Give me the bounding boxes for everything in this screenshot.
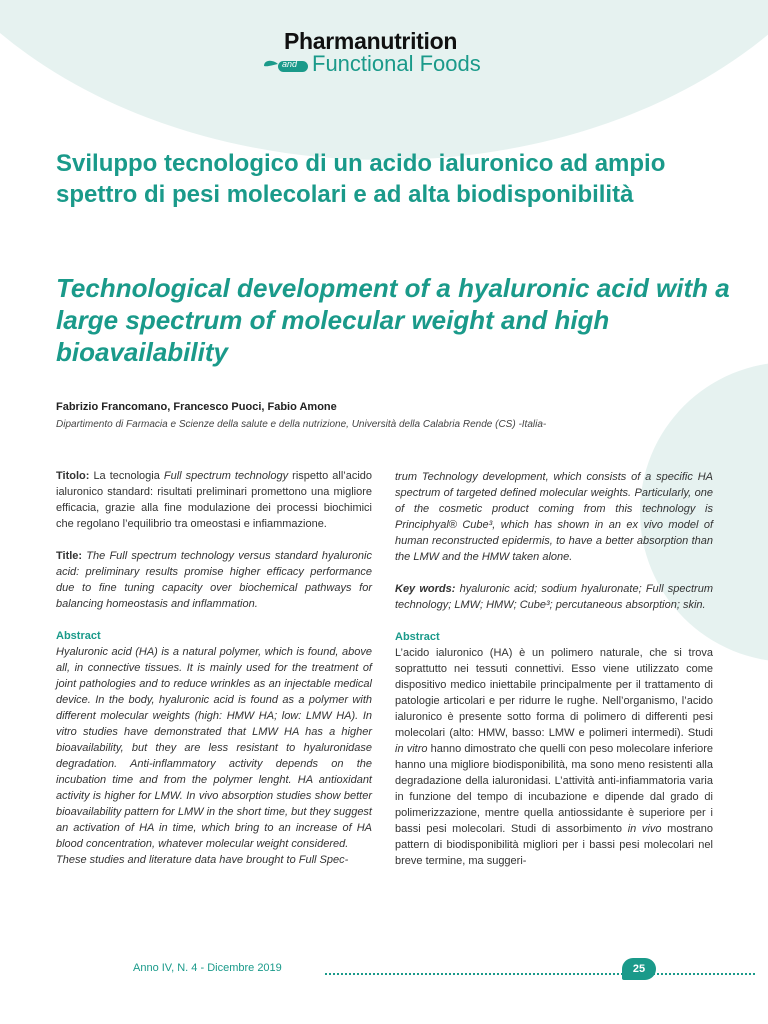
keywords-paragraph: [395, 581, 713, 613]
abstract-heading-en: Abstract: [56, 630, 101, 642]
page-number-badge: 25: [622, 958, 656, 980]
title-italian: Sviluppo tecnologico di un acido ialuronico ad ampio spettro di pesi molecolari e ad alta biodisponibilità: [56, 150, 666, 208]
title-english: Technological development of a hyaluronic acid with a large spectrum of molecular weight and high bioavailability: [56, 273, 730, 367]
abstract-it-italic-2: in vivo: [627, 823, 662, 835]
titolo-text-3: rispetto all’acido ialuronico standard: risultati preliminari promettono una migliore efficacia, grazie alla fine modulazione dei processi biochimici che regolano l’equilibrio tra omeostasi e infiammazione.: [56, 470, 373, 530]
header-background-shape: [0, 0, 768, 160]
abstract-text-en: Hyaluronic acid (HA) is a natural polymer, which is found, above all, in connective tissues. It is mainly used for the treatment of joint pathologies and to reduce wrinkles as an injectable medical device. In the body, hyaluronic acid is found as a polymer with different molecular weights (high: HMW HA; low: LMW HA). In vitro studies have demonstrated that LMW HA has a higher bioavailability, but they are less resistant to hyaluronidase degradation. Anti-inflammatory activity depends on the incubation time and from the polymer lenght. HA antioxidant activity is higher for LMW. In vivo absorption studies show better bioavailability pattern for LMW in the short time, but they suggest an activation of HA in time, which bring to an increase of HA blood concentration, whatever molecular weight considered.: [56, 646, 372, 850]
abstract-heading-it: Abstract: [395, 631, 440, 643]
authors: Fabrizio Francomano, Francesco Puoci, Fabio Amone: [56, 401, 337, 413]
abstract-it-italic-1: in vitro: [395, 743, 428, 755]
abstract-last-line: These studies and literature data have brought to Full Spec-: [56, 854, 349, 866]
footer-dotted-rule: [325, 973, 755, 975]
abstract-it-part-1: L’acido ialuronico (HA) è un polimero naturale, che si trova soprattutto nei tessuti connettivi. Esso viene utilizzato come dispositivo medico iniettabile principalmente per il trattamento di patologie articolari e per ridurre le rughe. Nell’organismo, l’acido ialuronico è presente sotto forma di polimero di differenti pesi molecolari (alto: HMW, basso: LMW e polimeri intermedi). Studi: [395, 647, 713, 739]
keywords-text: hyaluronic acid; sodium hyaluronate; Full spectrum technology; LMW; HMW; Cube³; percutaneous absorption; skin.: [395, 583, 713, 611]
titolo-paragraph: [56, 468, 372, 532]
abstract-text-it: [395, 645, 713, 869]
issue-info: Anno IV, N. 4 - Dicembre 2019: [133, 962, 282, 974]
keywords-label: Key words:: [395, 583, 456, 595]
abstract-it-part-3: mostrano pattern di biodisponibilità migliori per i bassi pesi molecolari nel breve termine, ma suggeri-: [395, 823, 714, 867]
logo-title: Pharmanutrition: [284, 28, 458, 54]
title-text: The Full spectrum technology versus standard hyaluronic acid: preliminary results promise higher efficacy performance due to fine tuning capacity over biochemical pathways for balancing homeostasis and inflammation.: [56, 550, 372, 610]
title-paragraph: [56, 548, 372, 612]
abstract-it-part-2: hanno dimostrato che quelli con peso molecolare inferiore hanno una migliore biodisponibilità, ma sono meno resistenti alla degradazione della ialuronidasi. L’attività anti-infiammatoria varia in funzione del tempo di incubazione e dipende dal grado di polimerizzazione, mentre quella antiossidante è superiore per i bassi pesi molecolari. Studi di assorbimento: [395, 743, 714, 835]
affiliation: Dipartimento di Farmacia e Scienze della salute e della nutrizione, Università della Calabria Rende (CS) -Italia-: [56, 419, 547, 430]
titolo-label: Titolo:: [56, 470, 90, 482]
titolo-text-1: La tecnologia: [93, 470, 160, 482]
logo-subtitle: Functional Foods: [312, 51, 481, 76]
logo-and: and: [282, 59, 298, 69]
titolo-text-2: Full spectrum technology: [163, 470, 289, 482]
abstract-continued: trum Technology development, which consists of a specific HA spectrum of targeted defined molecular weights. Particularly, one of the cosmetic product coming from this technology is Principhyal® Cube³, which has shown in an ex vivo model of human reconstructed epidermis, to have a better absorption than the LMW and the HMW taken alone.: [395, 471, 713, 563]
left-column: [56, 468, 372, 868]
journal-logo: [262, 28, 502, 78]
title-label: Title:: [56, 550, 83, 562]
page-footer: [133, 962, 657, 978]
right-column: [395, 469, 713, 869]
